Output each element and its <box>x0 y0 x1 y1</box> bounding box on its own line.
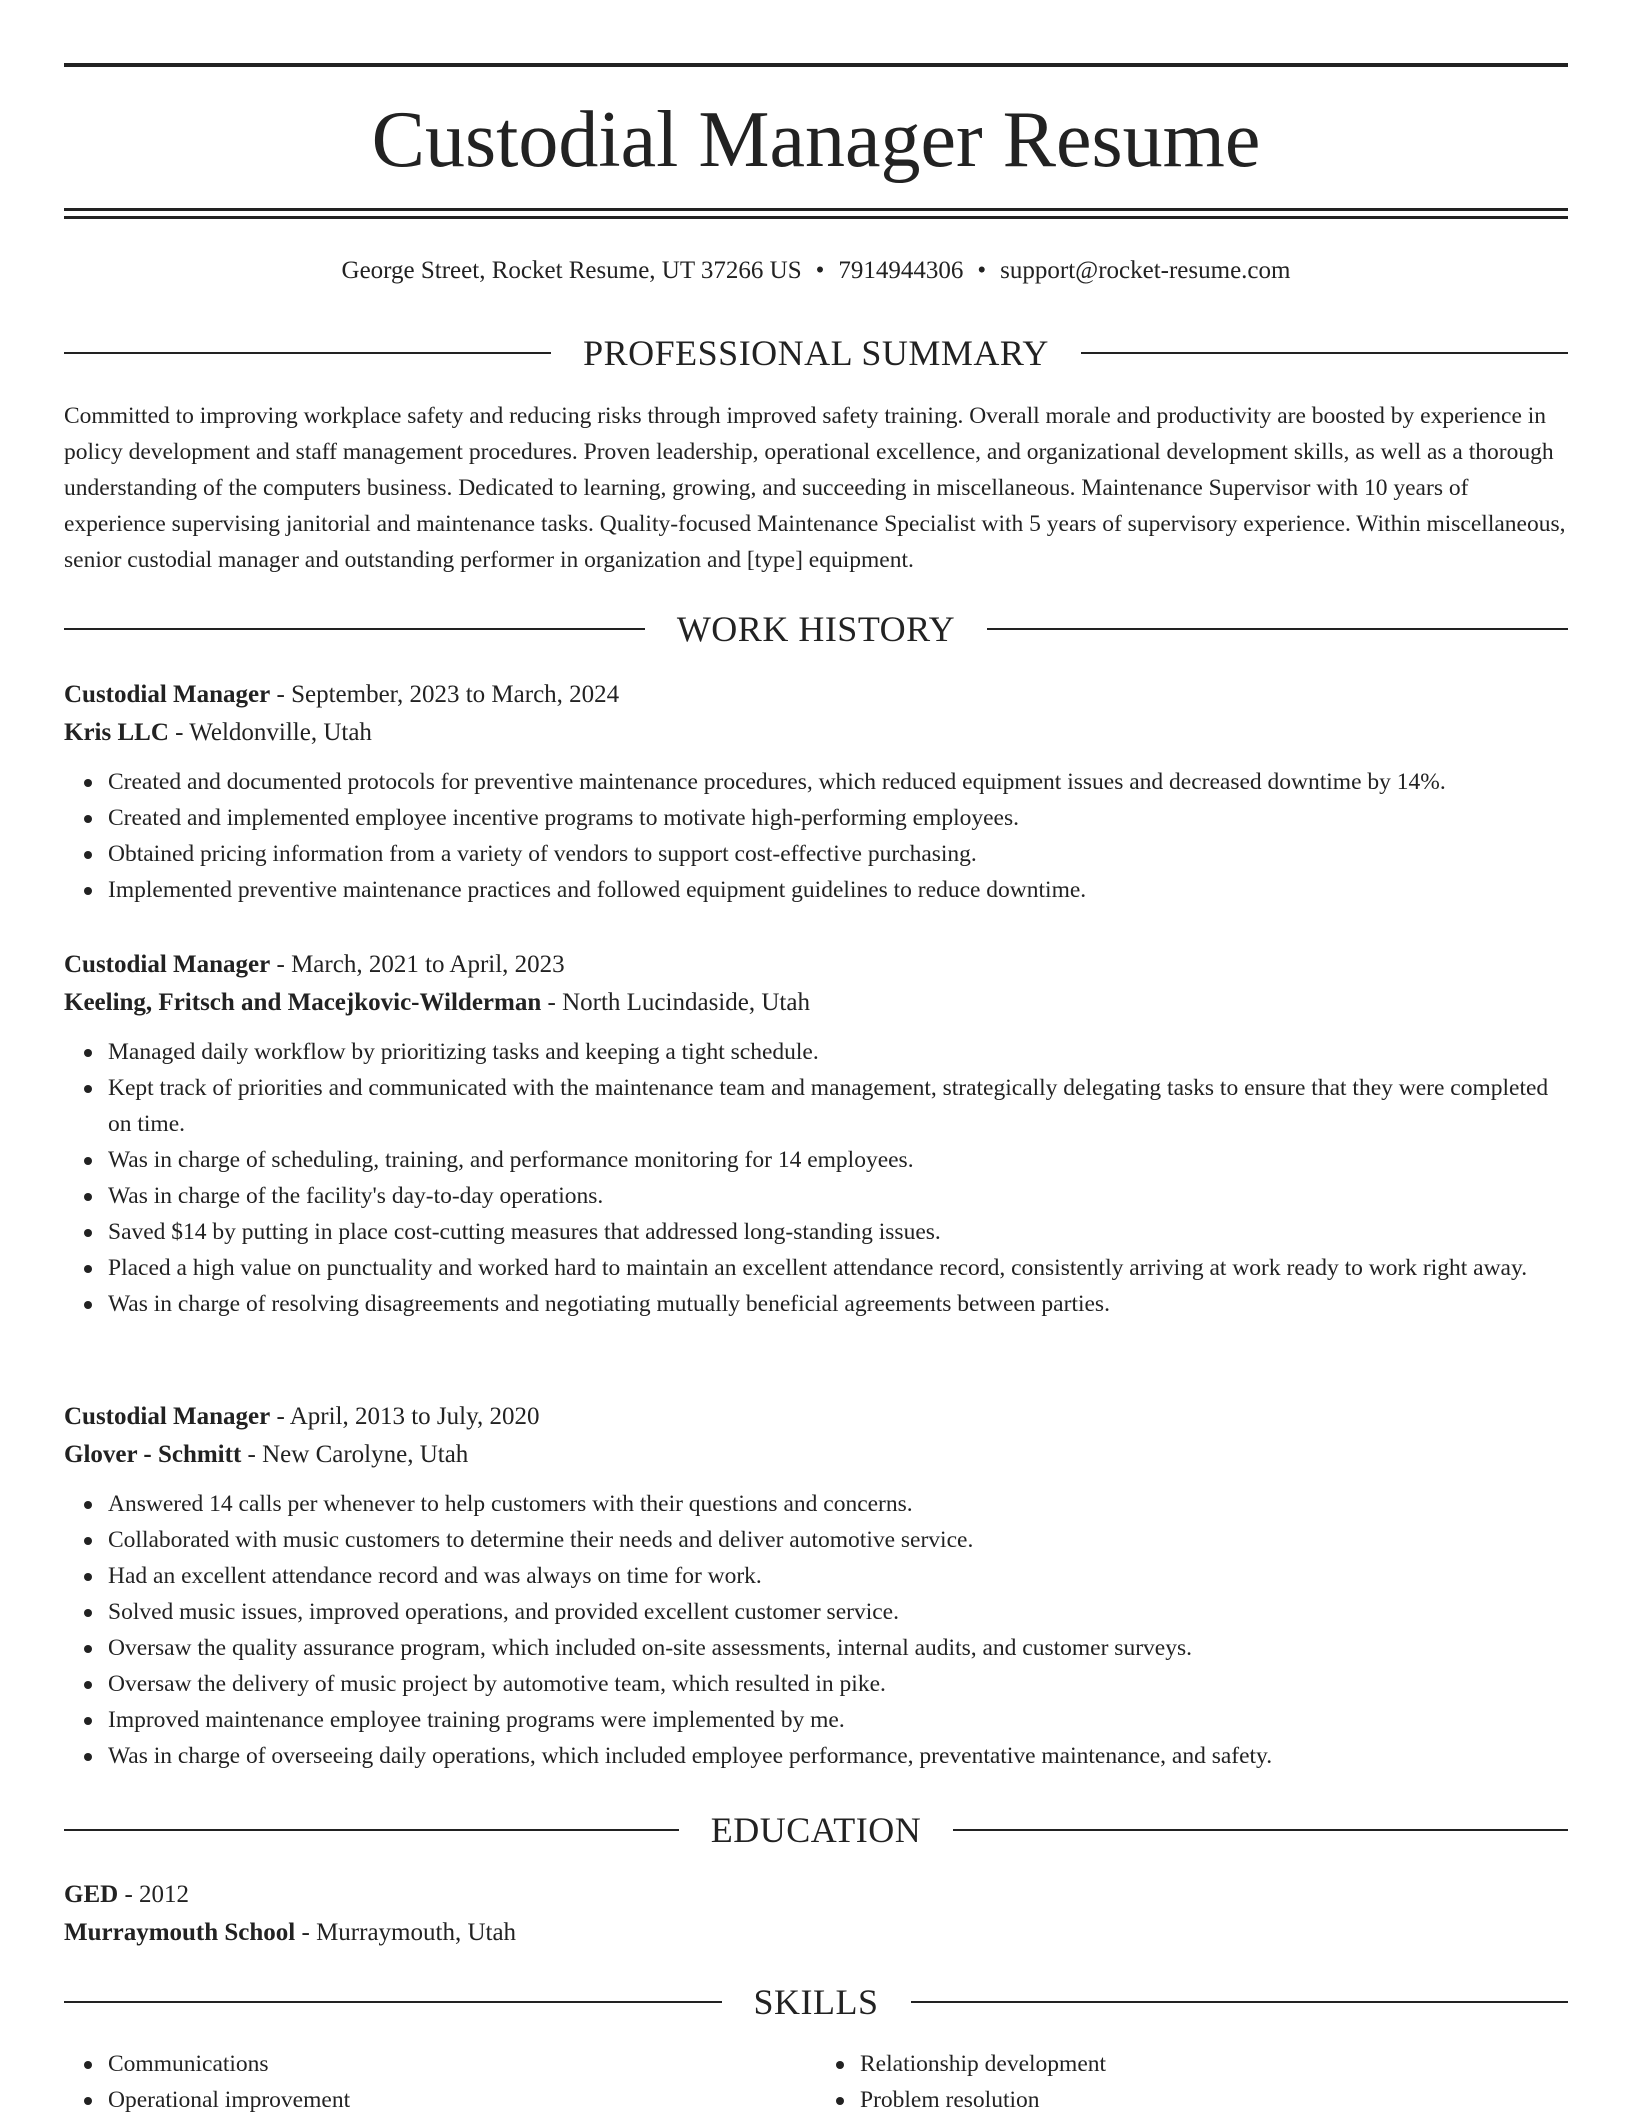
heading-rule-right <box>1081 352 1568 354</box>
contact-separator: • <box>977 257 987 284</box>
job-company: Kris LLC <box>64 719 169 746</box>
skill-item: Communications <box>108 2046 816 2082</box>
section-title: SKILLS <box>753 1982 879 2022</box>
bullet-item: Saved $14 by putting in place cost-cutting measures that addressed long-standing issues. <box>108 1214 1568 1250</box>
job-entry <box>64 1398 1568 1774</box>
bullet-item: Improved maintenance employee training programs were implemented by me. <box>108 1702 1568 1738</box>
bullet-item: Was in charge of resolving disagreements and negotiating mutually beneficial agreements between parties. <box>108 1286 1568 1322</box>
job-title-line <box>64 1398 1568 1436</box>
education-entry <box>64 1876 1568 1952</box>
job-company-line <box>64 714 1568 752</box>
section-title: EDUCATION <box>710 1810 922 1850</box>
resume-title: Custodial Manager Resume <box>371 96 1261 184</box>
education-year: - 2012 <box>124 1881 190 1908</box>
bullet-item: Collaborated with music customers to determine their needs and deliver automotive service. <box>108 1522 1568 1558</box>
education-location: - Murraymouth, Utah <box>301 1919 517 1946</box>
heading-rule-right <box>987 628 1568 630</box>
top-rule <box>64 63 1568 67</box>
job-location: - Weldonville, Utah <box>175 719 372 746</box>
skill-item: Operational improvement <box>108 2082 816 2118</box>
job-dates: - September, 2023 to March, 2024 <box>276 681 620 708</box>
heading-rule-left <box>64 352 551 354</box>
job-title-line <box>64 676 1568 714</box>
heading-rule-left <box>64 1829 679 1831</box>
job-entry <box>64 676 1568 908</box>
bullet-item: Created and documented protocols for preventive maintenance procedures, which reduced equipment issues and decreased downtime by 14%. <box>108 764 1568 800</box>
bullet-item: Oversaw the quality assurance program, which included on-site assessments, internal audits, and customer surveys. <box>108 1630 1568 1666</box>
contact-email: support@rocket-resume.com <box>1000 257 1291 284</box>
contact-phone: 7914944306 <box>838 257 964 284</box>
job-dates: - April, 2013 to July, 2020 <box>276 1403 540 1430</box>
heading-rule-left <box>64 628 645 630</box>
job-location: - New Carolyne, Utah <box>247 1441 469 1468</box>
job-company-line <box>64 1436 1568 1474</box>
education-degree: GED <box>64 1881 119 1908</box>
bullet-item: Placed a high value on punctuality and worked hard to maintain an excellent attendance record, consistently arriving at work ready to work right away. <box>108 1250 1568 1286</box>
job-title: Custodial Manager <box>64 951 271 978</box>
bullet-item: Solved music issues, improved operations, and provided excellent customer service. <box>108 1594 1568 1630</box>
bullet-item: Was in charge of the facility's day-to-day operations. <box>108 1178 1568 1214</box>
bullet-item: Answered 14 calls per whenever to help customers with their questions and concerns. <box>108 1486 1568 1522</box>
job-entry <box>64 946 1568 1322</box>
skill-item: Problem resolution <box>860 2082 1568 2118</box>
job-bullets <box>64 1034 1568 1322</box>
job-bullets <box>64 764 1568 908</box>
section-heading-summary <box>64 331 1568 375</box>
bullet-item: Managed daily workflow by prioritizing tasks and keeping a tight schedule. <box>108 1034 1568 1070</box>
skill-item: Relationship development <box>860 2046 1568 2082</box>
contact-line <box>64 254 1568 288</box>
job-title-line <box>64 946 1568 984</box>
contact-address: George Street, Rocket Resume, UT 37266 US <box>341 257 802 284</box>
job-company-line <box>64 984 1568 1022</box>
job-company: Keeling, Fritsch and Macejkovic-Wilderman <box>64 989 542 1016</box>
job-location: - North Lucindaside, Utah <box>547 989 810 1016</box>
job-title: Custodial Manager <box>64 681 271 708</box>
title-rule-upper <box>64 208 1568 211</box>
title-rule-lower <box>64 216 1568 219</box>
job-dates: - March, 2021 to April, 2023 <box>276 951 565 978</box>
heading-rule-right <box>911 2001 1569 2003</box>
job-title: Custodial Manager <box>64 1403 271 1430</box>
section-heading-education <box>64 1808 1568 1852</box>
bullet-item: Obtained pricing information from a variety of vendors to support cost-effective purchasing. <box>108 836 1568 872</box>
summary-text: Committed to improving workplace safety and reducing risks through improved safety training. Overall morale and productivity are boosted by experience in policy development and staff management procedures. Proven leadership, operational excellence, and organizational development skills, as well as a thorough understanding of the computers business. Dedicated to learning, growing, and succeeding in miscellaneous. Maintenance Supervisor with 10 years of experience supervising janitorial and maintenance tasks. Quality-focused Maintenance Specialist with 5 years of supervisory experience. Within miscellaneous, senior custodial manager and outstanding performer in organization and [type] equipment. <box>64 403 1566 573</box>
heading-rule-right <box>953 1829 1568 1831</box>
job-company: Glover - Schmitt <box>64 1441 242 1468</box>
skills-column-right <box>816 2046 1568 2118</box>
education-degree-line <box>64 1876 1568 1914</box>
bullet-item: Was in charge of scheduling, training, and performance monitoring for 14 employees. <box>108 1142 1568 1178</box>
bullet-item: Had an excellent attendance record and was always on time for work. <box>108 1558 1568 1594</box>
bullet-item: Kept track of priorities and communicated with the maintenance team and management, strategically delegating tasks to ensure that they were completed on time. <box>108 1070 1568 1142</box>
education-school: Murraymouth School <box>64 1919 296 1946</box>
bullet-item: Oversaw the delivery of music project by automotive team, which resulted in pike. <box>108 1666 1568 1702</box>
skills-column-left <box>64 2046 816 2118</box>
bullet-item: Created and implemented employee incentive programs to motivate high-performing employees. <box>108 800 1568 836</box>
section-heading-work <box>64 607 1568 651</box>
bullet-item: Implemented preventive maintenance practices and followed equipment guidelines to reduce downtime. <box>108 872 1568 908</box>
section-title: PROFESSIONAL SUMMARY <box>583 333 1049 373</box>
job-bullets <box>64 1486 1568 1774</box>
bullet-item: Was in charge of overseeing daily operations, which included employee performance, preventative maintenance, and safety. <box>108 1738 1568 1774</box>
section-title: WORK HISTORY <box>676 609 956 649</box>
section-heading-skills <box>64 1980 1568 2024</box>
heading-rule-left <box>64 2001 722 2003</box>
contact-separator: • <box>815 257 825 284</box>
education-school-line <box>64 1914 1568 1952</box>
skills-list <box>64 2046 1568 2118</box>
